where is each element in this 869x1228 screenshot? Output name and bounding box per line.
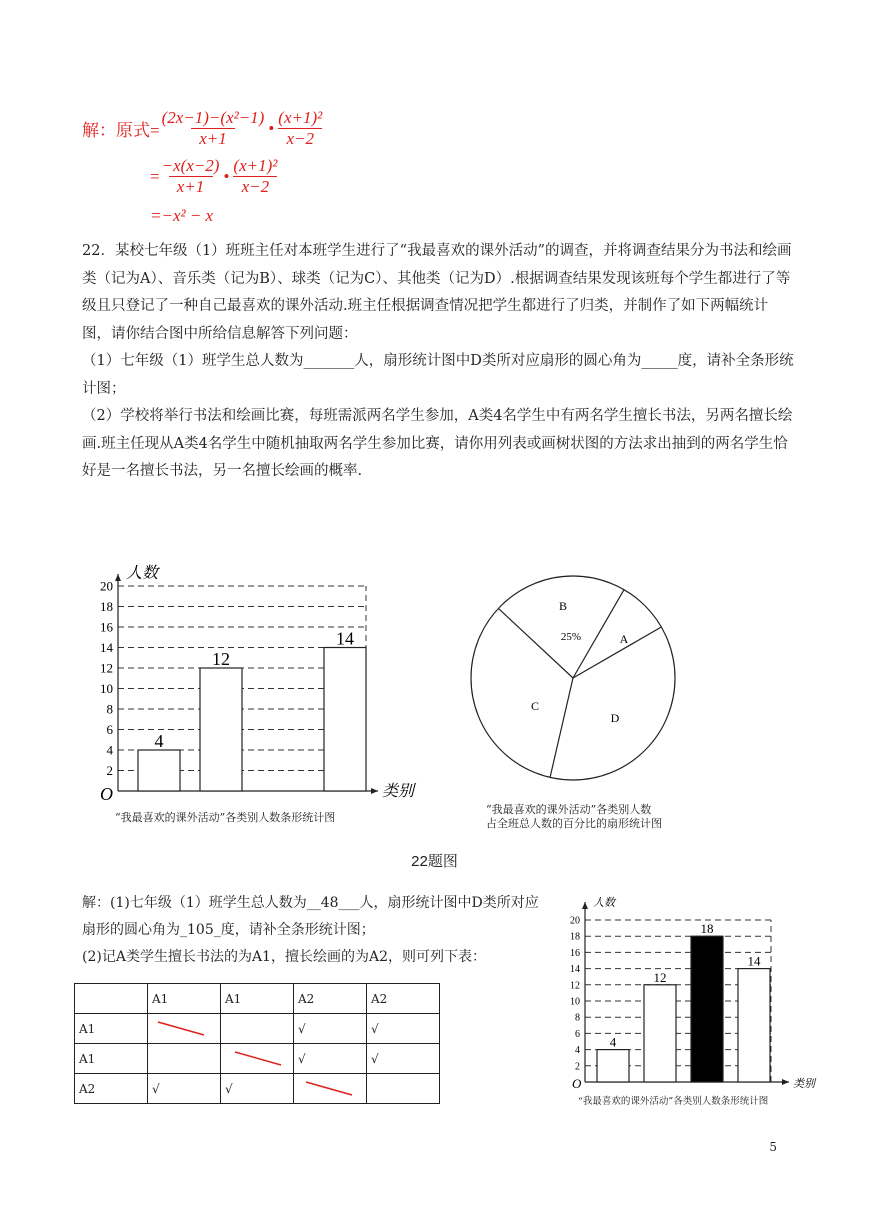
- y-tick-label: 12: [100, 660, 113, 676]
- probability-table: [74, 983, 440, 1104]
- pie-caption-1: “我最喜欢的课外活动”各类别人数: [486, 803, 652, 816]
- bar-data-label: 4: [154, 731, 164, 751]
- problem-p3: （2）学校将举行书法和绘画比赛，每班需派两名学生参加，A类4名学生中有两名学生擅长书法，另两名擅长绘画.班主任现从A类4名学生中随机抽取两名学生参加比赛，请你用列表或画树状图的方法求出抽到的两名学生恰好是一名擅长书法，另一名擅长绘画的概率.: [82, 408, 793, 479]
- diagonal-mark: [221, 1044, 294, 1074]
- y-axis-arrow: [115, 574, 121, 581]
- y-tick-label: 2: [106, 763, 113, 779]
- bar-data-label: 4: [609, 1034, 617, 1050]
- problem-text: [82, 238, 794, 486]
- pie-caption-2: 占全班总人数的百分比的扇形统计图: [486, 817, 662, 830]
- y-tick-label: 14: [570, 964, 580, 976]
- x-axis-label: 类别: [793, 1078, 815, 1090]
- table-row: A2 √ √: [75, 1074, 440, 1104]
- y-tick-label: 8: [106, 701, 113, 717]
- table-row: A1 √ √: [75, 1014, 440, 1044]
- solution-line3: =−x² − x: [150, 206, 214, 225]
- bar: [138, 750, 180, 791]
- y-axis-label: 人数: [593, 897, 615, 909]
- pie-slice-percent: 25%: [560, 631, 582, 643]
- pie-slice-label: B: [558, 599, 568, 613]
- bar-chart-1: [85, 545, 445, 805]
- y-tick-label: 10: [100, 681, 113, 697]
- page-number: 5: [769, 1140, 777, 1154]
- y-axis-label: 人数: [126, 565, 159, 582]
- bar: [597, 1050, 629, 1082]
- origin-label: O: [100, 783, 113, 804]
- x-axis-label: 类别: [382, 783, 415, 800]
- answer-text: [82, 890, 552, 971]
- pie-slice-label: A: [619, 632, 629, 646]
- y-tick-label: 20: [570, 915, 580, 927]
- y-tick-label: 20: [100, 578, 113, 594]
- y-tick-label: 4: [106, 742, 113, 758]
- y-tick-label: 16: [100, 619, 113, 635]
- bar: [324, 648, 366, 792]
- y-tick-label: 6: [575, 1028, 580, 1040]
- bar-data-label: 12: [212, 649, 230, 669]
- bar: [644, 985, 676, 1082]
- bar-chart-2: [555, 890, 835, 1090]
- y-tick-label: 2: [575, 1061, 580, 1073]
- y-tick-label: 6: [106, 722, 113, 738]
- figure-title: 22题图: [411, 853, 458, 870]
- y-tick-label: 16: [570, 947, 580, 959]
- x-axis-arrow: [371, 788, 378, 794]
- answer-p2: (2)记A类学生擅长书法的为A1，擅长绘画的为A2，则可列下表：: [82, 949, 486, 965]
- diagonal-mark: [148, 1014, 221, 1044]
- pie-slice-label: C: [530, 699, 540, 713]
- problem-p2: （1）七年级（1）班学生总人数为_______人，扇形统计图中D类所对应扇形的圆心角为_____度，请补全条形统计图；: [82, 353, 794, 397]
- origin-label: O: [572, 1076, 582, 1090]
- diagonal-mark: [294, 1074, 367, 1104]
- pie-slice-label: D: [610, 711, 620, 725]
- bar-data-label: 14: [747, 953, 761, 969]
- bar: [738, 969, 770, 1082]
- y-tick-label: 18: [570, 931, 580, 943]
- bar-data-label: 12: [653, 969, 667, 985]
- x-axis-arrow: [782, 1079, 789, 1085]
- table-header-row: A1 A1 A2 A2: [75, 984, 440, 1014]
- y-axis-arrow: [582, 902, 588, 909]
- y-tick-label: 4: [575, 1045, 580, 1057]
- bar: [691, 936, 723, 1082]
- answer-p1: 解：(1)七年级（1）班学生总人数为__48___人，扇形统计图中D类所对应扇形的圆心角为_105_度，请补全条形统计图；: [82, 895, 539, 938]
- y-tick-label: 10: [570, 996, 580, 1008]
- y-tick-label: 18: [100, 599, 113, 615]
- table-row: A1 √ √: [75, 1044, 440, 1074]
- bar-chart-1-caption: “我最喜欢的课外活动”各类别人数条形统计图: [115, 811, 336, 824]
- bar-data-label: 14: [336, 628, 354, 649]
- bar-chart-2-caption: “我最喜欢的课外活动”各类别人数条形统计图: [578, 1096, 769, 1107]
- y-tick-label: 8: [575, 1012, 580, 1024]
- problem-p1: 22．某校七年级（1）班班主任对本班学生进行了“我最喜欢的课外活动”的调查，并将调查结果分为书法和绘画类（记为A）、音乐类（记为B）、球类（记为C）、其他类（记为D）.根据调查结果发现该班每个学生都进行了等级且只登记了一种自己最喜欢的课外活动.班主任根据调查情况把学生都进行了归类，并制作了如下两幅统计图，请你结合图中所给信息解答下列问题：: [82, 243, 792, 342]
- y-tick-label: 14: [100, 640, 113, 656]
- pie-chart: [465, 560, 685, 790]
- y-tick-label: 12: [570, 980, 580, 992]
- bar-data-label: 18: [700, 921, 714, 937]
- bar: [200, 668, 242, 791]
- solution-label: 解：原式=: [82, 121, 160, 140]
